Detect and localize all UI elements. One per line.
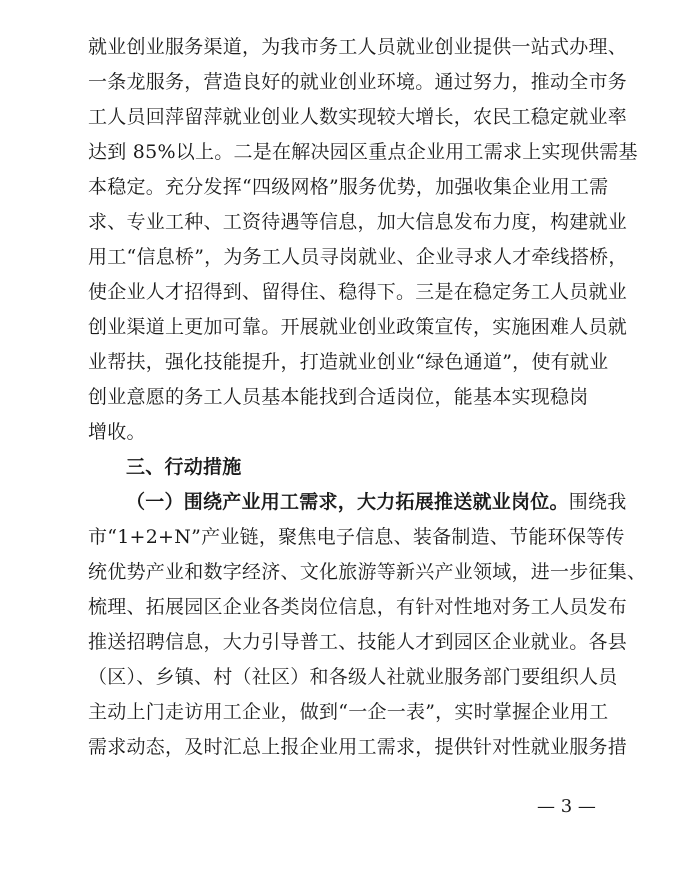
page-number: — 3 — <box>537 796 596 817</box>
body-line-15: 梳理、拓展园区企业各类岗位信息，有针对性地对务工人员发布 <box>88 596 628 618</box>
body-line-9: 创业渠道上更加可靠。开展就业创业政策宣传，实施困难人员就 <box>88 316 628 338</box>
body-line-1: 就业创业服务渠道，为我市务工人员就业创业提供一站式办理、 <box>88 36 628 58</box>
body-line-3: 工人员回萍留萍就业创业人数实现较大增长，农民工稳定就业率 <box>88 106 628 128</box>
body-line-13: 市“1+2+N”产业链，聚焦电子信息、装备制造、节能环保等传 <box>88 526 625 548</box>
body-line-10: 业帮扶，强化技能提升，打造就业创业“绿色通道”，使有就业 <box>88 351 609 373</box>
body-line-4: 达到 85%以上。二是在解决园区重点企业用工需求上实现供需基 <box>88 141 638 163</box>
body-line-12: 增收。 <box>88 421 146 443</box>
body-line-11: 创业意愿的务工人员基本能找到合适岗位，能基本实现稳岗 <box>88 386 589 408</box>
body-line-17: （区）、乡镇、村（社区）和各级人社就业服务部门要组织人员 <box>88 666 618 688</box>
body-line-16: 推送招聘信息，大力引导普工、技能人才到园区企业就业。各县 <box>88 631 628 653</box>
body-line-18: 主动上门走访用工企业，做到“一企一表”，实时掌握企业用工 <box>88 701 609 723</box>
subsection-title-tail: 围绕我 <box>568 491 627 513</box>
body-line-2: 一条龙服务，营造良好的就业创业环境。通过努力，推动全市务 <box>88 71 628 93</box>
body-line-6: 求、专业工种、工资待遇等信息，加大信息发布力度，构建就业 <box>88 211 628 233</box>
body-line-14: 统优势产业和数字经济、文化旅游等新兴产业领域，进一步征集、 <box>88 561 647 583</box>
body-line-8: 使企业人才招得到、留得住、稳得下。三是在稳定务工人员就业 <box>88 281 628 303</box>
subsection-line <box>126 490 627 514</box>
body-line-5: 本稳定。充分发挥“四级网格”服务优势，加强收集企业用工需 <box>88 176 609 198</box>
section-heading: 三、行动措施 <box>126 456 242 478</box>
body-line-19: 需求动态，及时汇总上报企业用工需求，提供针对性就业服务措 <box>88 736 628 758</box>
body-line-7: 用工“信息桥”，为务工人员寻岗就业、企业寻求人才牵线搭桥， <box>88 246 628 268</box>
subsection-title: （一）围绕产业用工需求，大力拓展推送就业岗位。 <box>126 491 569 513</box>
